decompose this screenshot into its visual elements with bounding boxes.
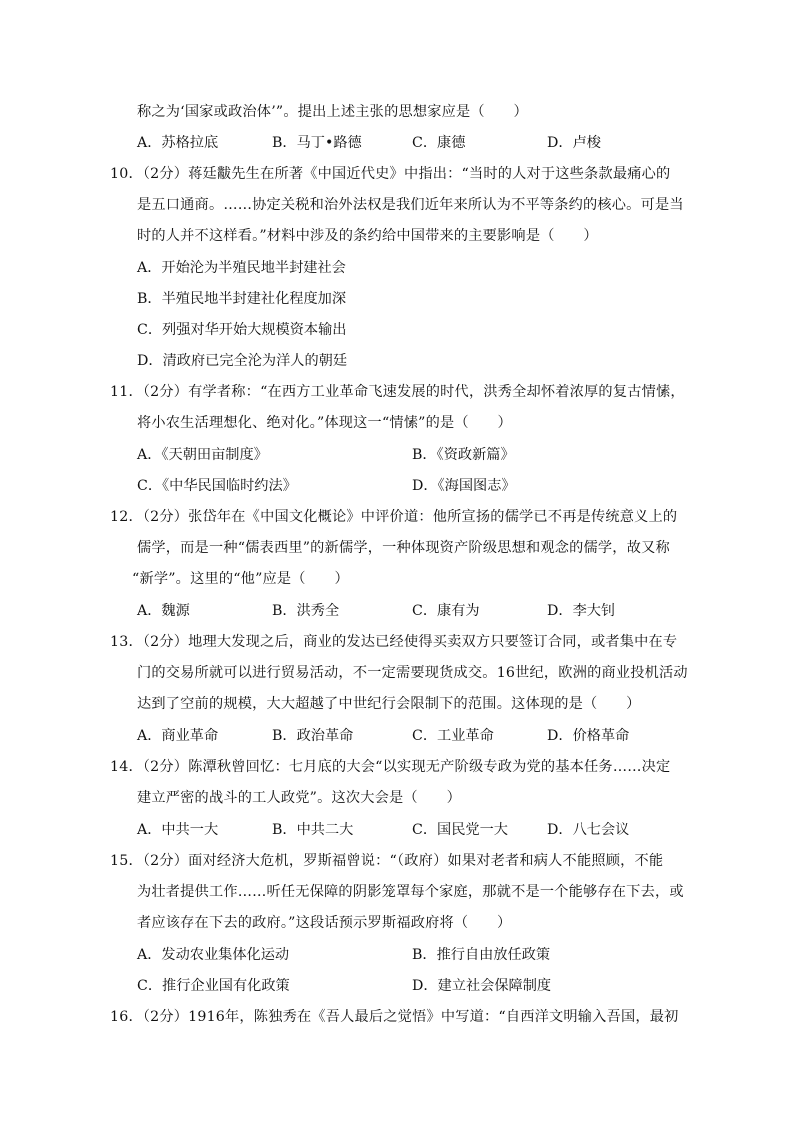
question-14-line-1: 14．（2分）陈潭秋曾回忆：七月底的大会“以实现无产阶级专政为党的基本任务……决定 <box>110 759 671 775</box>
question-10-option-c[interactable]: C．列强对华开始大规模资本输出 <box>137 322 347 338</box>
question-15-line-1: 15．（2分）面对经济大危机，罗斯福曾说：“（政府）如果对老者和病人不能照顾，不能 <box>110 853 664 869</box>
question-10-line-2: 是五口通商。……协定关税和治外法权是我们近年来所认为不平等条约的核心。可是当 <box>137 197 684 213</box>
question-11-line-2: 将小农生活理想化、绝对化。”体现这一“情愫”的是（ ） <box>137 415 512 431</box>
question-14-line-2: 建立严密的战斗的工人政党”。这次大会是（ ） <box>137 790 461 806</box>
question-12-line-3: “新学”。这里的“他”应是（ ） <box>132 571 349 587</box>
question-13-option-b[interactable]: B．政治革命 <box>272 728 354 744</box>
question-12-line-1: 12．（2分）张岱年在《中国文化概论》中评价道：他所宣扬的儒学已不再是传统意义上的 <box>110 509 678 525</box>
question-15-option-a[interactable]: A．发动农业集体化运动 <box>137 947 290 963</box>
question-10-line-3: 时的人并不这样看。”材料中涉及的条约给中国带来的主要影响是（ ） <box>137 228 598 244</box>
question-12-option-d[interactable]: D．李大钊 <box>547 603 616 619</box>
question-9-option-a[interactable]: A．苏格拉底 <box>137 135 219 151</box>
question-14-option-c[interactable]: C．国民党一大 <box>412 822 508 838</box>
question-12-option-b[interactable]: B．洪秀全 <box>272 603 340 619</box>
question-15-line-3: 者应该存在下去的政府。”这段话预示罗斯福政府将（ ） <box>137 915 512 931</box>
question-10-option-d[interactable]: D．清政府已完全沦为洋人的朝廷 <box>137 353 348 369</box>
question-12-option-c[interactable]: C．康有为 <box>412 603 480 619</box>
question-14-option-d[interactable]: D．八七会议 <box>547 822 630 838</box>
question-11-option-d[interactable]: D．《海国图志》 <box>412 478 516 494</box>
question-9-option-d[interactable]: D．卢梭 <box>547 135 601 151</box>
question-15-option-d[interactable]: D．建立社会保障制度 <box>412 978 552 994</box>
question-9-option-c[interactable]: C．康德 <box>412 135 466 151</box>
question-13-option-c[interactable]: C．工业革命 <box>412 728 494 744</box>
question-11-option-a[interactable]: A．《天朝田亩制度》 <box>137 447 268 463</box>
question-10-option-a[interactable]: A．开始沦为半殖民地半封建社会 <box>137 260 346 276</box>
question-11-option-b[interactable]: B．《资政新篇》 <box>412 447 515 463</box>
question-15-option-b[interactable]: B．推行自由放任政策 <box>412 947 551 963</box>
question-10-option-b[interactable]: B．半殖民地半封建社化程度加深 <box>137 291 347 307</box>
question-11-option-c[interactable]: C．《中华民国临时约法》 <box>137 478 297 494</box>
question-15-option-c[interactable]: C．推行企业国有化政策 <box>137 978 290 994</box>
question-9-text: 称之为‘国家或政治体’”。提出上述主张的思想家应是（ ） <box>137 104 528 120</box>
question-13-option-d[interactable]: D．价格革命 <box>547 728 630 744</box>
question-9-option-b[interactable]: B．马丁•路德 <box>272 135 362 151</box>
question-10-line-1: 10．（2分）蒋廷黻先生在所著《中国近代史》中指出：“当时的人对于这些条款最痛心的 <box>110 166 671 182</box>
question-13-line-2: 门的交易所就可以进行贸易活动，不一定需要现货成交。16世纪，欧洲的商业投机活动 <box>137 665 688 681</box>
question-14-option-a[interactable]: A．中共一大 <box>137 822 219 838</box>
question-11-line-1: 11．（2分）有学者称：“在西方工业革命飞速发展的时代，洪秀全却怀着浓厚的复古情愫， <box>110 384 685 400</box>
question-13-option-a[interactable]: A．商业革命 <box>137 728 219 744</box>
question-13-line-1: 13．（2分）地理大发现之后，商业的发达已经使得买卖双方只要签订合同，或者集中在专 <box>110 634 678 650</box>
question-15-line-2: 为壮者提供工作……听任无保障的阴影笼罩每个家庭，那就不是一个能够存在下去，或 <box>137 884 684 900</box>
question-13-line-3: 达到了空前的规模，大大超越了中世纪行会限制下的范围。这体现的是（ ） <box>137 696 641 712</box>
question-12-line-2: 儒学，而是一种“儒表西里”的新儒学，一种体现资产阶级思想和观念的儒学，故又称 <box>137 540 670 556</box>
question-16-line-1: 16．（2分）1916年，陈独秀在《吾人最后之觉悟》中写道：“自西洋文明输入吾国，最初 <box>110 1009 679 1025</box>
question-14-option-b[interactable]: B．中共二大 <box>272 822 354 838</box>
question-12-option-a[interactable]: A．魏源 <box>137 603 190 619</box>
